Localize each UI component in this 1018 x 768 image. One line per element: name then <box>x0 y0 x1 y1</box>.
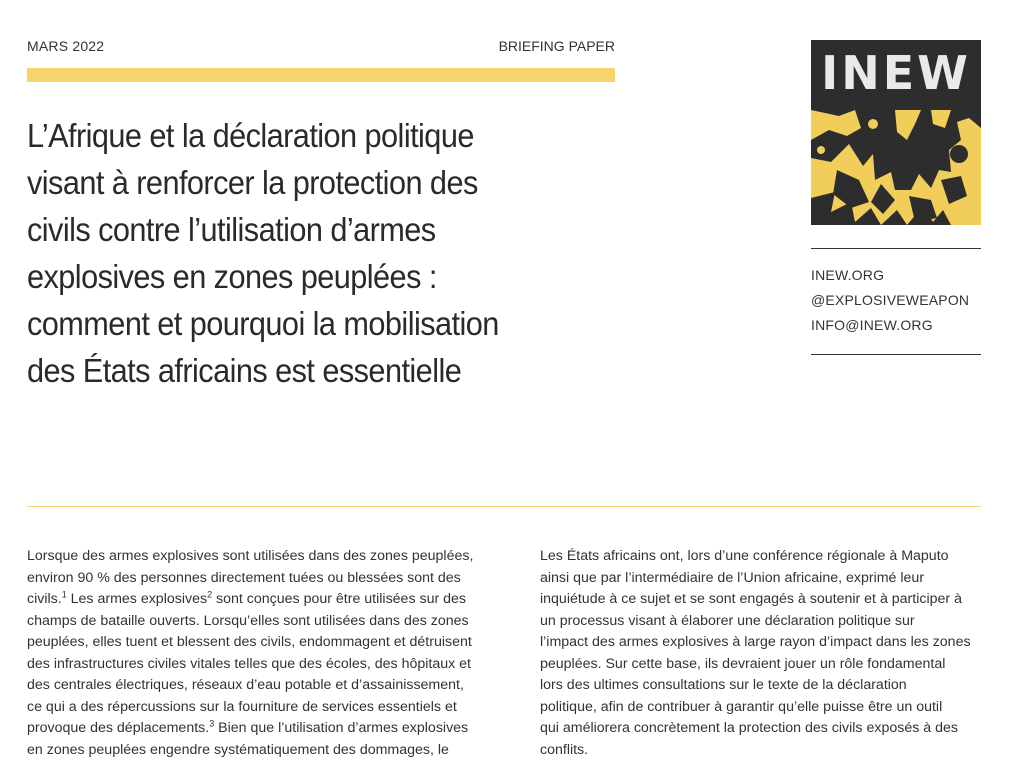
title-line: comment et pourquoi la mobilisation <box>27 305 499 342</box>
title-line: explosives en zones peuplées : <box>27 258 437 295</box>
logo-wordmark: INEW <box>821 46 971 100</box>
footnote-ref-1[interactable]: 1 <box>61 589 67 600</box>
header-accent-bar <box>27 68 615 82</box>
body-line: peuplées. Sur cette base, ils devraient jouer un rôle fondamental <box>540 655 946 672</box>
footnote-ref-2[interactable]: 2 <box>207 589 213 600</box>
body-text: Bien que l’utilisation d’armes explosives <box>214 720 469 736</box>
body-line: ainsi que par l’intermédiaire de l’Union africaine, exprimé leur <box>540 569 925 586</box>
contact-top-rule <box>811 248 981 249</box>
inew-logo <box>811 40 981 225</box>
body-line: Les États africains ont, lors d’une conférence régionale à Maputo <box>540 548 949 564</box>
body-line: des infrastructures civiles vitales telles que des écoles, des hôpitaux et <box>27 655 471 672</box>
title-line: des États africains est essentielle <box>27 352 462 389</box>
body-line: lors des ultimes consultations sur le texte de la déclaration <box>540 677 907 693</box>
body-line: peuplées, elles tuent et blessent des civils, endommagent et détruisent <box>27 634 472 650</box>
title-line: visant à renforcer la protection des <box>27 164 478 201</box>
contact-bottom-rule <box>811 354 981 355</box>
body-line: politique, afin de contribuer à garantir qu’elle puisse être un outil <box>540 698 943 715</box>
body-line: conflits. <box>540 741 589 758</box>
body-line: champs de bataille ouverts. Lorsqu’elles sont utilisées dans des zones <box>27 612 469 629</box>
body-line: un processus visant à élaborer une déclaration politique sur <box>540 612 915 629</box>
body-line: ce qui a des répercussions sur la fourniture de services essentiels et <box>27 698 457 715</box>
footnote-ref-3[interactable]: 3 <box>209 718 215 729</box>
body-column-right <box>540 546 985 761</box>
contact-email[interactable]: INFO@INEW.ORG <box>811 317 933 333</box>
title-line: L’Afrique et la déclaration politique <box>27 117 474 154</box>
body-text: provoque des déplacements. <box>27 720 210 736</box>
body-line: l’impact des armes explosives à large rayon d’impact dans les zones <box>540 634 971 650</box>
explosion-burst-icon <box>811 110 981 225</box>
body-text: Les armes explosives <box>66 591 208 607</box>
body-line: des centrales électriques, réseaux d’eau potable et d’assainissement, <box>27 677 464 693</box>
body-line <box>27 589 497 611</box>
section-divider <box>27 506 981 507</box>
body-line: qui améliorera concrètement la protection des civils exposés à des <box>540 720 958 736</box>
body-line: environ 90 % des personnes directement tuées ou blessées sont des <box>27 569 461 586</box>
briefing-date: MARS 2022 <box>27 38 105 54</box>
contact-website[interactable]: INEW.ORG <box>811 267 885 283</box>
body-line <box>27 718 497 740</box>
title-line: civils contre l’utilisation d’armes <box>27 211 436 248</box>
body-line: inquiétude à ce sujet et se sont engagés à soutenir et à participer à <box>540 591 962 607</box>
body-text: sont conçues pour être utilisées sur des <box>212 591 467 607</box>
document-type: BRIEFING PAPER <box>498 38 615 54</box>
body-text: civils. <box>27 591 62 607</box>
body-line: Lorsque des armes explosives sont utilisées dans des zones peuplées, <box>27 548 474 564</box>
contact-twitter[interactable]: @EXPLOSIVEWEAPON <box>811 292 970 308</box>
page-title <box>27 112 585 394</box>
body-line: en zones peuplées engendre systématiquement des dommages, le <box>27 741 449 758</box>
body-column-left <box>27 546 497 761</box>
